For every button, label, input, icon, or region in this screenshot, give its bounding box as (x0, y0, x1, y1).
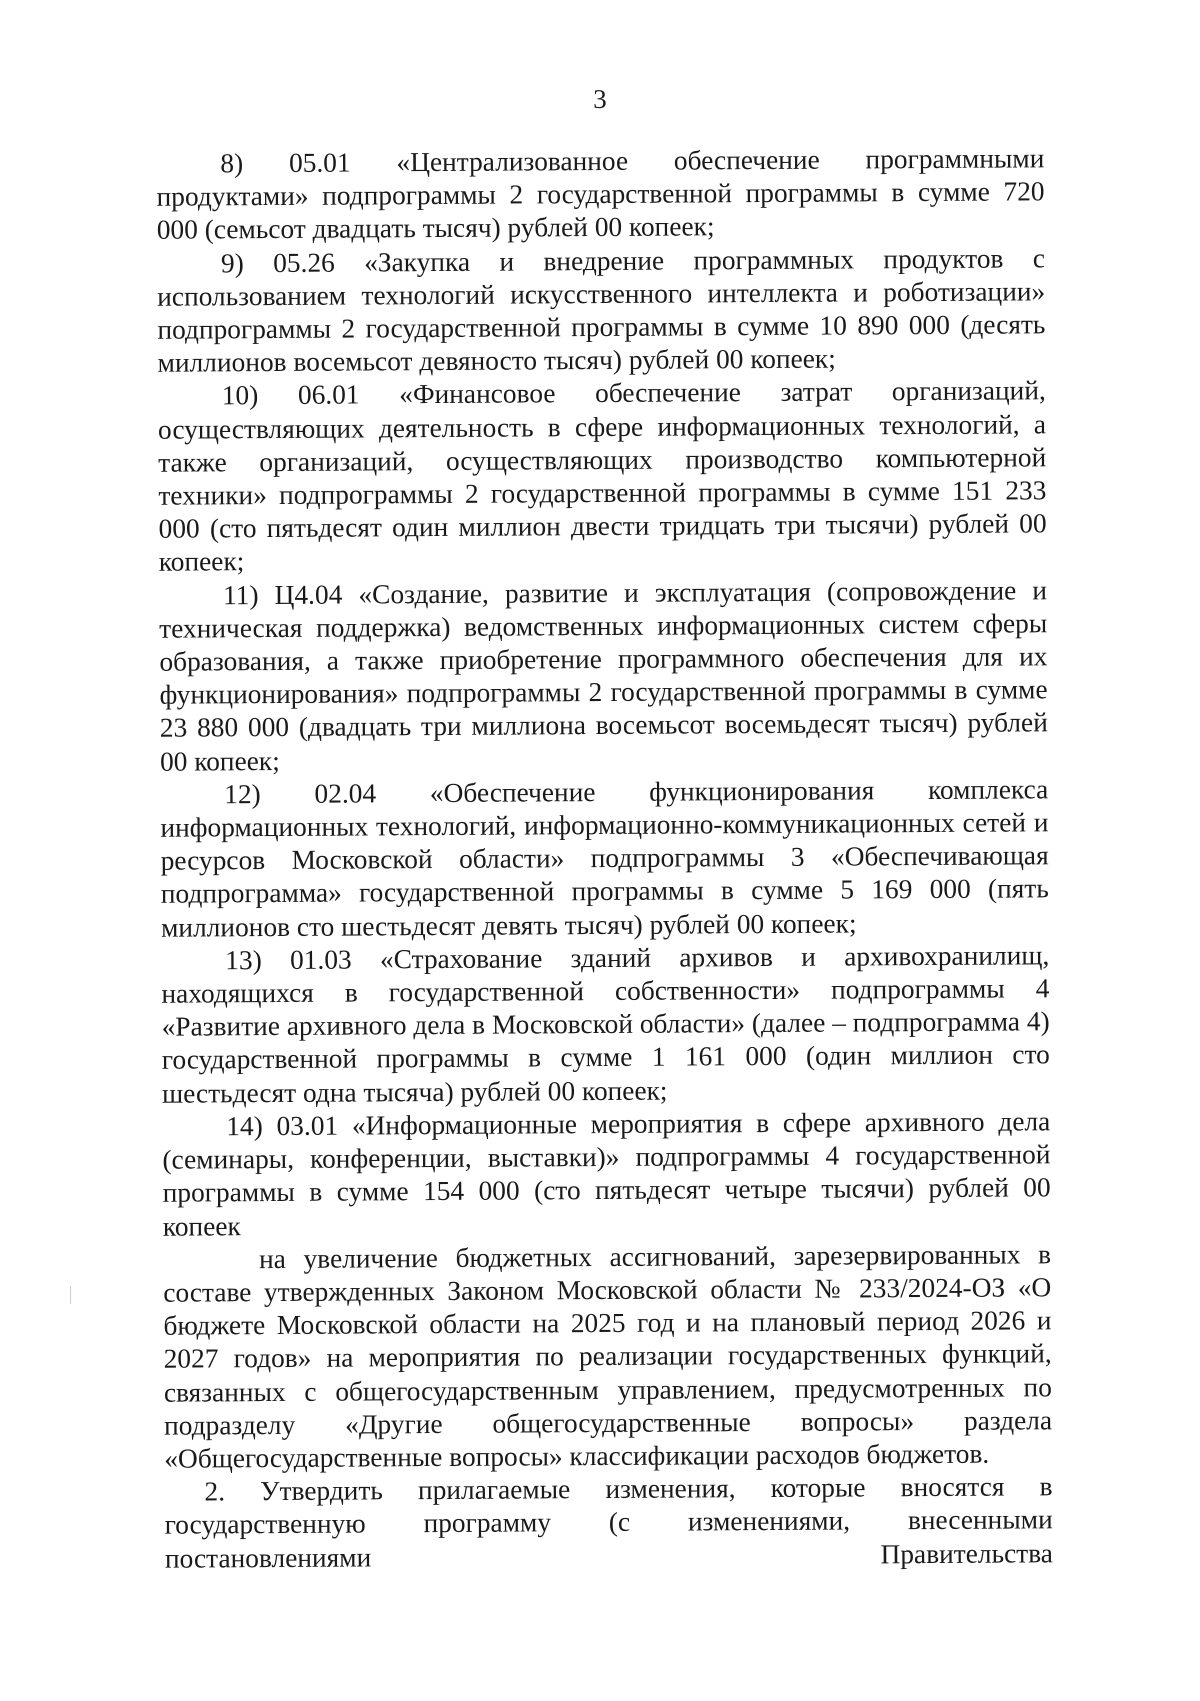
list-item-11: 11) Ц4.04 «Создание, развитие и эксплуатация (сопровождение и техническая поддержка) ведомственных информационных систем сферы образования, а также приобретение программного обеспечения для их функционирования» подпрограммы 2 государственной программы в сумме 23 880 000 (двадцать три миллиона восемьсот восемьдесят тысяч) рублей 00 копеек; (159, 574, 1048, 777)
list-item-14: 14) 03.01 «Информационные мероприятия в сфере архивного дела (семинары, конференции, выставки)» подпрограммы 4 государственной программы в сумме 154 000 (сто пятьдесят четыре тысячи) рублей 00 копеек (162, 1106, 1051, 1242)
clause-2: 2. Утвердить прилагаемые изменения, которые вносятся в государственную программу (с изменениями, внесенными постановлениями Правительства (164, 1471, 1053, 1574)
scan-mark (70, 1286, 71, 1304)
page-number: 3 (593, 83, 607, 115)
list-item-13: 13) 01.03 «Страхование зданий архивов и архивохранилищ, находящихся в государственной собственности» подпрограммы 4 «Развитие архивного дела в Московской области» (далее – подпрограмма 4) государственной программы в сумме 1 161 000 (один миллион сто шестьдесят одна тысяча) рублей 00 копеек; (161, 940, 1050, 1109)
list-item-8: 8) 05.01 «Централизованное обеспечение программными продуктами» подпрограммы 2 государственной программы в сумме 720 000 (семьсот двадцать тысяч) рублей 00 копеек; (156, 143, 1045, 246)
list-item-12: 12) 02.04 «Обеспечение функционирования комплекса информационных технологий, информационно-коммуникационных сетей и ресурсов Московской области» подпрограммы 3 «Обеспечивающая подпрограмма» государственной программы в сумме 5 169 000 (пять миллионов сто шестьдесят девять тысяч) рублей 00 копеек; (160, 774, 1049, 943)
document-body (156, 142, 1053, 1575)
list-item-9: 9) 05.26 «Закупка и внедрение программных продуктов с использованием технологий искусственного интеллекта и роботизации» подпрограммы 2 государственной программы в сумме 10 890 000 (десять миллионов восемьсот девяносто тысяч) рублей 00 копеек; (157, 242, 1046, 378)
increase-paragraph: на увеличение бюджетных ассигнований, зарезервированных в составе утвержденных Законом Московской области № 233/2024-ОЗ «О бюджете Московской области на 2025 год и на плановый период 2026 и 2027 годов» на мероприятия по реализации государственных функций, связанных с общегосударственным управлением, предусмотренных по подразделу «Другие общегосударственные вопросы» раздела «Общегосударственные вопросы» классификации расходов бюджетов. (163, 1238, 1053, 1474)
list-item-10: 10) 06.01 «Финансовое обеспечение затрат организаций, осуществляющих деятельность в сфере информационных технологий, а также организаций, осуществляющих производство компьютерной техники» подпрограммы 2 государственной программы в сумме 151 233 000 (сто пятьдесят один миллион двести тридцать три тысячи) рублей 00 копеек; (157, 375, 1047, 578)
